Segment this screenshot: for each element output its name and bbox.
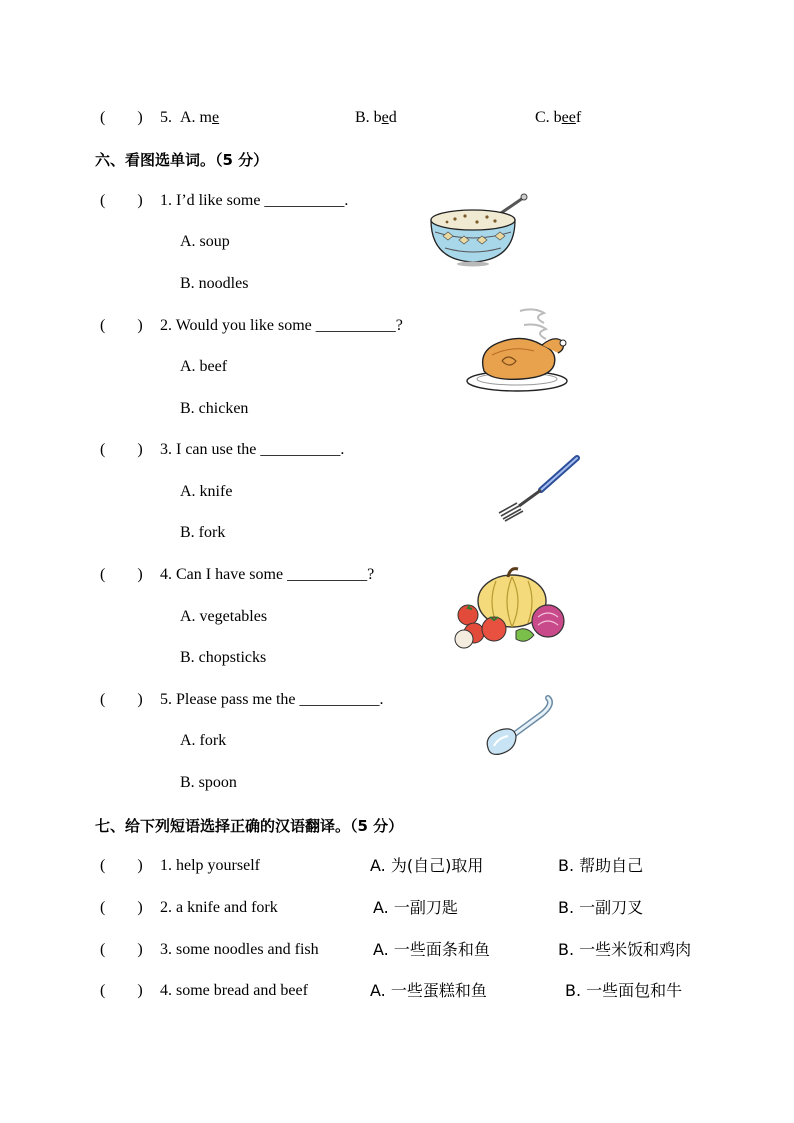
option-b: B. chopsticks xyxy=(180,649,267,666)
option-a: A. beef xyxy=(180,358,228,375)
option-a: A. me xyxy=(180,109,220,126)
question-stem: 1. I’d like some __________. xyxy=(160,192,349,209)
option-b: B. 帮助自己 xyxy=(558,856,644,875)
english-phrase: 4. some bread and beef xyxy=(160,982,308,999)
answer-paren: ( ) xyxy=(100,982,143,999)
option-a: A. 一些蛋糕和鱼 xyxy=(370,981,487,1000)
answer-paren: ( ) xyxy=(100,192,143,209)
option-a: A. 一些面条和鱼 xyxy=(373,940,490,959)
option-b: B. 一些米饭和鸡肉 xyxy=(558,940,692,959)
question-stem: 5. Please pass me the __________. xyxy=(160,691,384,708)
soup-bowl-icon xyxy=(425,192,530,267)
answer-paren: ( ) xyxy=(100,941,143,958)
answer-paren: ( ) xyxy=(100,317,143,334)
option-b: B. 一些面包和牛 xyxy=(565,981,683,1000)
fork-icon xyxy=(493,450,588,525)
option-a: A. knife xyxy=(180,483,233,500)
english-phrase: 3. some noodles and fish xyxy=(160,941,319,958)
option-c: C. beef xyxy=(535,109,582,126)
question-stem: 3. I can use the __________. xyxy=(160,441,345,458)
option-b: B. spoon xyxy=(180,774,237,791)
option-b: B. noodles xyxy=(180,275,249,292)
question-number: 5. xyxy=(160,109,172,126)
answer-paren: ( ) xyxy=(100,899,143,916)
option-a: A. 一副刀匙 xyxy=(373,898,458,917)
question-stem: 4. Can I have some __________? xyxy=(160,566,375,583)
section-6-heading: 六、看图选单词。（5 分） xyxy=(95,151,269,169)
option-b: B. 一副刀叉 xyxy=(558,898,644,917)
option-b: B. bed xyxy=(355,109,397,126)
vegetables-icon xyxy=(452,565,570,655)
option-a: A. fork xyxy=(180,732,227,749)
answer-paren: ( ) xyxy=(100,109,143,126)
english-phrase: 1. help yourself xyxy=(160,857,260,874)
option-a: A. vegetables xyxy=(180,608,268,625)
option-a: A. 为(自己)取用 xyxy=(370,856,484,875)
question-stem: 2. Would you like some __________? xyxy=(160,317,403,334)
option-b: B. chicken xyxy=(180,400,249,417)
answer-paren: ( ) xyxy=(100,857,143,874)
english-phrase: 2. a knife and fork xyxy=(160,899,278,916)
answer-paren: ( ) xyxy=(100,566,143,583)
answer-paren: ( ) xyxy=(100,441,143,458)
option-a: A. soup xyxy=(180,233,230,250)
section-7-heading: 七、给下列短语选择正确的汉语翻译。（5 分） xyxy=(95,817,404,835)
roast-chicken-icon xyxy=(462,305,572,395)
answer-paren: ( ) xyxy=(100,691,143,708)
option-b: B. fork xyxy=(180,524,226,541)
spoon-icon xyxy=(480,692,555,762)
